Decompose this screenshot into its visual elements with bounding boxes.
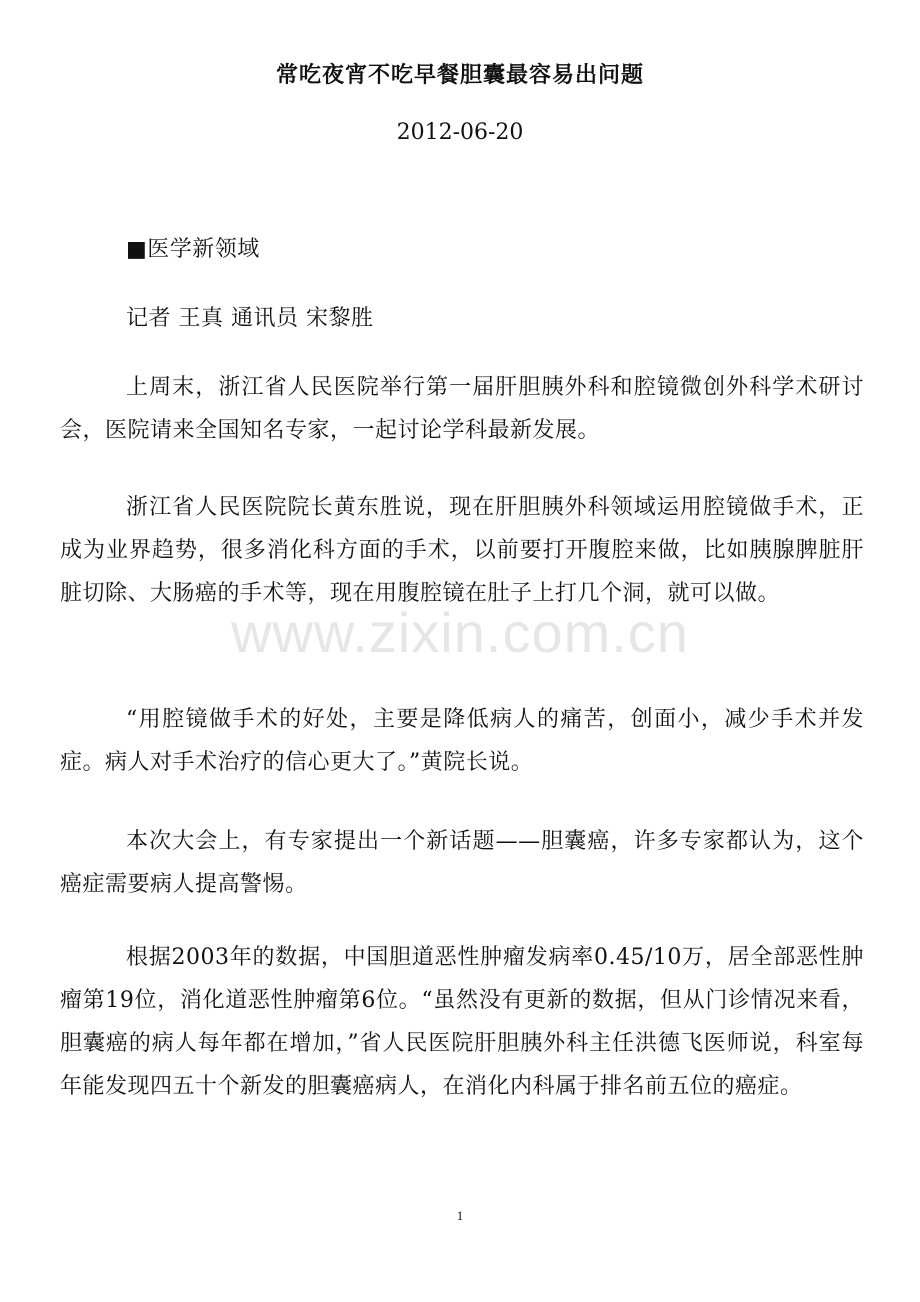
paragraph: 上周末，浙江省人民医院举行第一届肝胆胰外科和腔镜微创外科学术研讨会，医院请来全国知名专家，一起讨论学科最新发展。 — [60, 375, 864, 443]
document-title: 常吃夜宵不吃早餐胆囊最容易出问题 — [275, 62, 644, 88]
page-number: 1 — [456, 1208, 464, 1223]
byline: 记者 王真 通讯员 宋黎胜 — [126, 306, 374, 331]
document-date: 2012-06-20 — [396, 120, 524, 145]
paragraph: 浙江省人民医院院长黄东胜说，现在肝胆胰外科领域运用腔镜做手术，正成为业界趋势，很多消化科方面的手术，以前要打开腹腔来做，比如胰腺脾脏肝脏切除、大肠癌的手术等，现在用腹腔镜在肚子上打几个洞，就可以做。 — [60, 495, 864, 606]
section-label: ■医学新领域 — [126, 237, 260, 262]
watermark: www.zixin.com.cn — [231, 601, 689, 664]
paragraph: 本次大会上，有专家提出一个新话题——胆囊癌，许多专家都认为，这个癌症需要病人提高警惕。 — [60, 829, 864, 897]
paragraph: “用腔镜做手术的好处，主要是降低病人的痛苦，创面小，减少手术并发症。病人对手术治疗的信心更大了。”黄院长说。 — [60, 707, 864, 775]
paragraph: 根据2003年的数据，中国胆道恶性肿瘤发病率0.45/10万，居全部恶性肿瘤第19位，消化道恶性肿瘤第6位。“虽然没有更新的数据，但从门诊情况来看，胆囊癌的病人每年都在增加，”省人民医院肝胆胰外科主任洪德飞医师说，科室每年能发现四五十个新发的胆囊癌病人，在消化内科属于排名前五位的癌症。 — [60, 945, 864, 1099]
